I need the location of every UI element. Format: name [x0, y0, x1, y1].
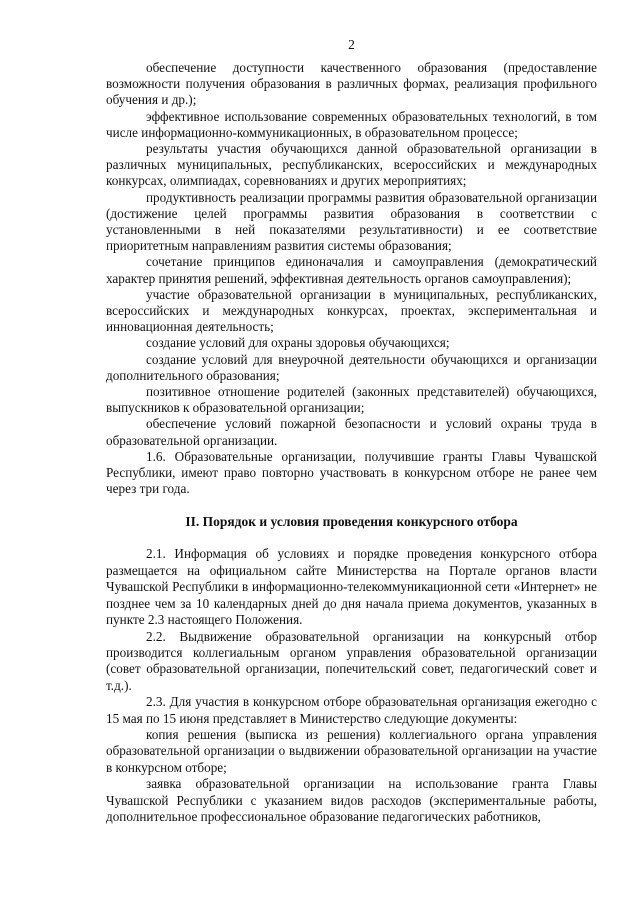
list-item: создание условий для внеурочной деятельности обучающихся и организации дополнительного образования;	[106, 351, 597, 383]
clause-2-3: 2.3. Для участия в конкурсном отборе образовательная организация ежегодно с 15 мая по 15 июня представляет в Министерство следующие документы:	[106, 694, 597, 726]
list-item: сочетание принципов единоначалия и самоуправления (демократический характер принятия решений, эффективная деятельность органов самоуправления);	[106, 254, 597, 286]
list-item: участие образовательной организации в муниципальных, республиканских, всероссийских и международных конкурсах, проектах, экспериментальная и инновационная деятельность;	[106, 286, 597, 335]
section-2-heading: II. Порядок и условия проведения конкурсного отбора	[185, 514, 518, 530]
list-item: заявка образовательной организации на использование гранта Главы Чувашской Республики с указанием видов расходов (экспериментальные работы, дополнительное профессиональное образование педагогических работников,	[106, 776, 597, 824]
clause-2-1: 2.1. Информация об условиях и порядке проведения конкурсного отбора размещается на официальном сайте Министерства на Портале органов власти Чувашской Республики в информационно-телекоммуникационной сети «Интернет» не позднее чем за 10 календарных дней до дня начала приема документов, указанных в пункте 2.3 настоящего Положения.	[106, 546, 597, 628]
clause-2-2: 2.2. Выдвижение образовательной организации на конкурсный отбор производится коллегиальным органом управления образовательной организации (совет образовательной организации, попечительский совет, педагогический совет и т.д.).	[106, 628, 597, 693]
section-1-continuation	[106, 60, 597, 497]
section-2-body	[106, 546, 597, 825]
clause-1-6: 1.6. Образовательные организации, получившие гранты Главы Чувашской Республики, имеют право повторно участвовать в конкурсном отборе не ранее чем через три года.	[106, 448, 597, 497]
list-item: обеспечение доступности качественного образования (предоставление возможности получения образования в различных формах, реализация профильного обучения и др.);	[106, 60, 597, 108]
list-item: позитивное отношение родителей (законных представителей) обучающихся, выпускников к образовательной организации;	[106, 384, 597, 416]
list-item: результаты участия обучающихся данной образовательной организации в различных муниципальных, республиканских, всероссийских и международных конкурсах, олимпиадах, соревнованиях и других мероприятиях;	[106, 141, 597, 189]
list-item: обеспечение условий пожарной безопасности и условий охраны труда в образовательной организации.	[106, 416, 597, 448]
list-item: создание условий для охраны здоровья обучающихся;	[146, 335, 450, 351]
list-item: эффективное использование современных образовательных технологий, в том числе информационно-коммуникационных, в образовательном процессе;	[106, 108, 597, 140]
list-item: продуктивность реализации программы развития образовательной организации (достижение целей программы развития образования в соответствии с установленными в ней показателями результативности) и ее соответствие приоритетным направлениям развития системы образования;	[106, 189, 597, 254]
page-number: 2	[348, 37, 355, 52]
list-item: копия решения (выписка из решения) коллегиального органа управления образовательной организации о выдвижении образовательной организации на участие в конкурсном отборе;	[106, 726, 597, 775]
